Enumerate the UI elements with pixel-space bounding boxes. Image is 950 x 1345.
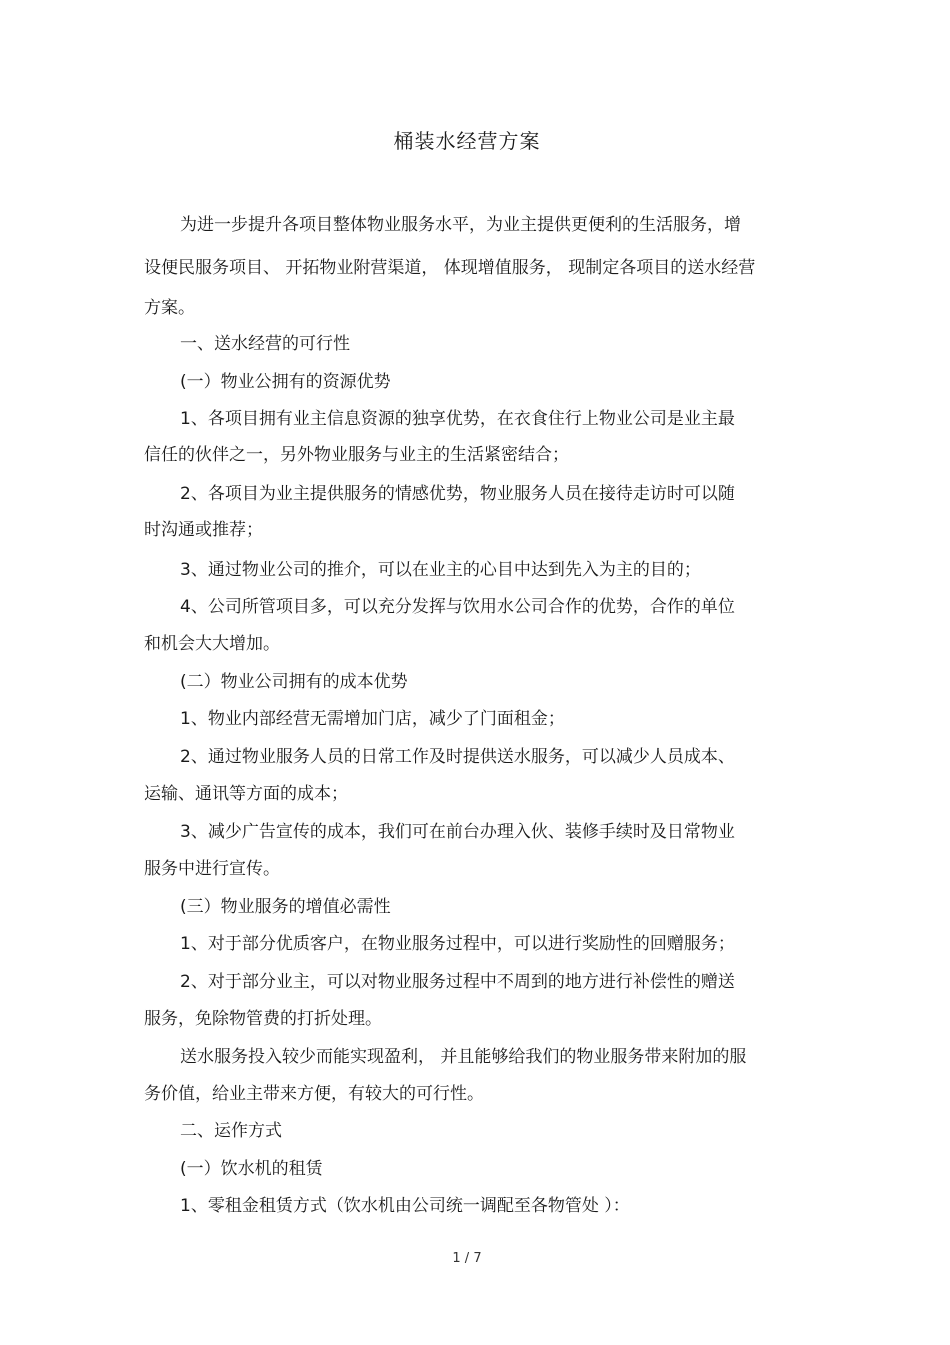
subsection-heading: (二）物业公司拥有的成本优势	[180, 672, 408, 692]
paragraph-line: 2、各项目为业主提供服务的情感优势，物业服务人员在接待走访时可以随	[180, 484, 735, 504]
page-number: 1 / 7	[452, 1251, 482, 1266]
paragraph-line: 2、通过物业服务人员的日常工作及时提供送水服务，可以减少人员成本、	[180, 747, 735, 767]
paragraph-line: 送水服务投入较少而能实现盈利， 并且能够给我们的物业服务带来附加的服	[180, 1047, 747, 1067]
paragraph-line: 3、通过物业公司的推介，可以在业主的心目中达到先入为主的目的；	[180, 560, 701, 580]
paragraph-line: 1、零租金租赁方式（饮水机由公司统一调配至各物管处 ）：	[180, 1196, 630, 1216]
paragraph-line: 1、物业内部经营无需增加门店，减少了门面租金；	[180, 709, 565, 729]
paragraph-line: 设便民服务项目、 开拓物业附营渠道， 体现增值服务， 现制定各项目的送水经营	[144, 258, 756, 278]
paragraph-line: 3、减少广告宣传的成本，我们可在前台办理入伙、装修手续时及日常物业	[180, 822, 735, 842]
paragraph-line: 4、公司所管项目多，可以充分发挥与饮用水公司合作的优势，合作的单位	[180, 597, 735, 617]
subsection-heading: (三）物业服务的增值必需性	[180, 897, 391, 917]
paragraph-line: 1、各项目拥有业主信息资源的独享优势，在衣食住行上物业公司是业主最	[180, 409, 735, 429]
subsection-heading: (一）饮水机的租赁	[180, 1159, 323, 1179]
paragraph-line: 务价值，给业主带来方便，有较大的可行性。	[144, 1084, 484, 1104]
paragraph-line: 方案。	[144, 298, 195, 318]
paragraph-line: 信任的伙伴之一，另外物业服务与业主的生活紧密结合；	[144, 445, 569, 465]
document-title: 桶装水经营方案	[393, 129, 541, 153]
paragraph-line: 和机会大大增加。	[144, 634, 280, 654]
section-heading: 一、送水经营的可行性	[180, 334, 350, 354]
subsection-heading: (一）物业公拥有的资源优势	[180, 372, 391, 392]
paragraph-line: 运输、通讯等方面的成本；	[144, 784, 348, 804]
paragraph-line: 2、对于部分业主，可以对物业服务过程中不周到的地方进行补偿性的赠送	[180, 972, 735, 992]
paragraph-line: 1、对于部分优质客户，在物业服务过程中，可以进行奖励性的回赠服务；	[180, 934, 735, 954]
paragraph-line: 为进一步提升各项目整体物业服务水平，为业主提供更便利的生活服务，增	[180, 215, 741, 235]
paragraph-line: 时沟通或推荐；	[144, 520, 263, 540]
paragraph-line: 服务，免除物管费的打折处理。	[144, 1009, 382, 1029]
section-heading: 二、运作方式	[180, 1121, 282, 1141]
paragraph-line: 服务中进行宣传。	[144, 859, 280, 879]
